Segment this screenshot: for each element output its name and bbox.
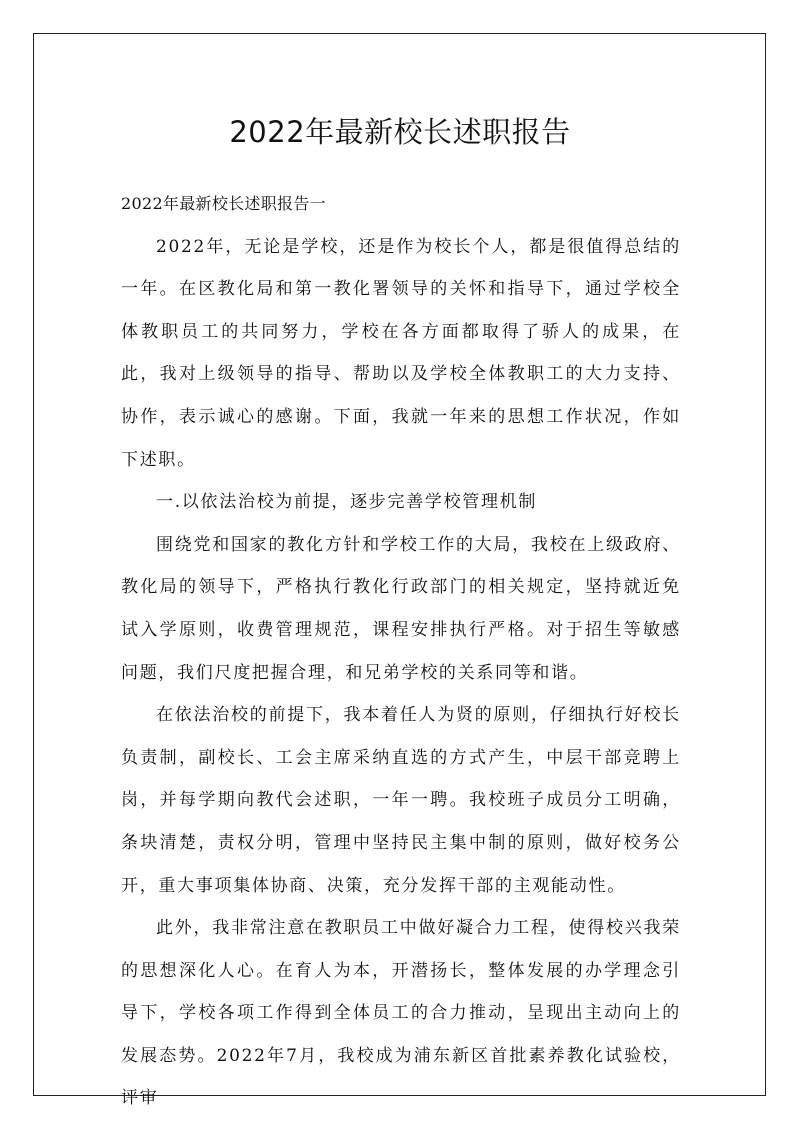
section-heading-1: 一.以依法治校为前提，逐步完善学校管理机制: [156, 492, 538, 513]
paragraph-intro: 2022年，无论是学校，还是作为校长个人，都是很值得总结的一年。在区教化局和第一教化署领导的关怀和指导下，通过学校全体教职员工的共同努力，学校在各方面都取得了骄人的成果，在此，我对上级领导的指导、帮助以及学校全体教职工的大力支持、协作，表示诚心的感谢。下面，我就一年来的思想工作状况，作如下述职。: [121, 236, 681, 470]
paragraph-2: 围绕党和国家的教化方针和学校工作的大局，我校在上级政府、教化局的领导下，严格执行教化行政部门的相关规定，坚持就近免试入学原则，收费管理规范，课程安排执行严格。对于招生等敏感问题，我们尺度把握合理，和兄弟学校的关系同等和谐。: [121, 534, 681, 683]
document-title: 2022年最新校长述职报告: [229, 115, 571, 149]
paragraph-3: 在依法治校的前提下，我本着任人为贤的原则，仔细执行好校长负责制，副校长、工会主席采纳直选的方式产生，中层干部竞聘上岗，并每学期向教代会述职，一年一聘。我校班子成员分工明确，条块清楚，责权分明，管理中坚持民主集中制的原则，做好校务公开，重大事项集体协商、决策，充分发挥干部的主观能动性。: [121, 705, 681, 896]
document-body: [121, 183, 681, 1120]
section-subtitle: 2022年最新校长述职报告一: [121, 194, 326, 213]
paragraph-4: 此外，我非常注意在教职员工中做好凝合力工程，使得校兴我荣的思想深化人心。在育人为本，开潜扬长，整体发展的办学理念引导下，学校各项工作得到全体员工的合力推动，呈现出主动向上的发展态势。2022年7月，我校成为浦东新区首批素养教化试验校，评审: [121, 918, 681, 1109]
